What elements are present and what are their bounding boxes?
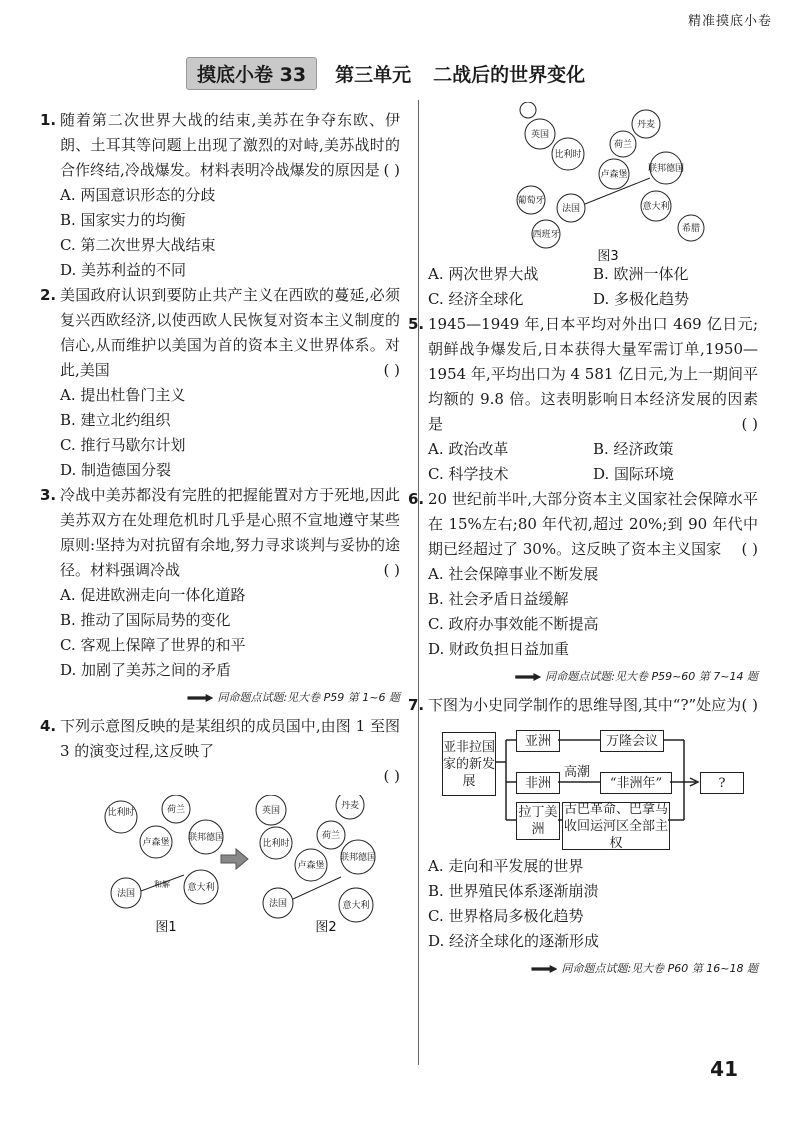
mindmap-bandung: 万隆会议 — [600, 730, 664, 752]
question-stem: 下图为小史同学制作的思维导图,其中“?”处应为 — [428, 696, 742, 714]
option-b[interactable]: B. 建立北约组织 — [60, 411, 171, 429]
label-uk: 英国 — [261, 806, 281, 816]
answer-paren[interactable]: ( ) — [741, 540, 758, 558]
page-title — [186, 58, 585, 88]
arrow-right-icon — [187, 694, 213, 702]
column-divider — [418, 100, 419, 1065]
question-1 — [40, 108, 400, 283]
question-7 — [408, 693, 758, 718]
question-2 — [40, 283, 400, 483]
option-b[interactable]: B. 社会矛盾日益缓解 — [428, 590, 569, 608]
right-column — [408, 108, 758, 985]
arrow-right-icon — [515, 673, 541, 681]
mindmap-question: ? — [700, 772, 744, 794]
answer-paren[interactable]: ( ) — [383, 561, 400, 579]
option-b[interactable]: B. 世界殖民体系逐渐崩溃 — [428, 882, 599, 900]
question-number: 7. — [408, 696, 425, 714]
label-netherlands: 荷兰 — [321, 831, 341, 841]
mindmap-africa-year: “非洲年” — [600, 772, 672, 794]
mindmap-latam: 拉丁美洲 — [516, 802, 560, 840]
arrow-right-icon — [531, 965, 557, 973]
question-number: 2. — [40, 286, 57, 304]
option-d[interactable]: D. 制造德国分裂 — [60, 461, 172, 479]
question-stem: 冷战中美苏都没有完胜的把握能置对方于死地,因此美苏双方在处理危机时几乎是心照不宣地遵守某些原则:坚持为对抗留有余地,努力寻求谈判与妥协的途径。材料强调冷战 — [60, 486, 400, 579]
label-west-germany: 联邦德国 — [187, 833, 225, 843]
question-3 — [40, 483, 400, 710]
fig3-caption: 图3 — [597, 249, 619, 262]
option-d[interactable]: D. 经济全球化的逐渐形成 — [428, 932, 600, 950]
mindmap-africa: 非洲 — [516, 772, 560, 794]
quiz-number-box: 摸底小卷 33 — [186, 57, 317, 90]
option-a[interactable]: A. 走向和平发展的世界 — [428, 857, 584, 875]
question-number: 1. — [40, 111, 57, 129]
option-b[interactable]: B. 欧洲一体化 — [593, 265, 689, 283]
link-label: 和解 — [154, 880, 170, 889]
related-questions-ref: 同命题点试题:见大卷 P59~60 第 7~14 题 — [428, 664, 758, 689]
page-number: 41 — [710, 1057, 738, 1081]
question-stem: 下列示意图反映的是某组织的成员国中,由图 1 至图 3 的演变过程,这反映了 — [60, 717, 400, 760]
option-d[interactable]: D. 财政负担日益加重 — [428, 640, 570, 658]
question-4 — [40, 714, 400, 789]
question-4-options — [428, 262, 758, 312]
unit-topic: 二战后的世界变化 — [433, 63, 586, 86]
label-italy: 意大利 — [642, 202, 670, 212]
label-france: 法国 — [268, 899, 288, 909]
question-5 — [408, 312, 758, 487]
mindmap-climax: 高潮 — [564, 765, 591, 780]
node-empty — [520, 102, 536, 118]
option-d[interactable]: D. 多极化趋势 — [593, 290, 690, 308]
option-b[interactable]: B. 经济政策 — [593, 440, 674, 458]
answer-paren[interactable]: ( ) — [383, 161, 400, 179]
series-label: 精准摸底小卷 — [687, 14, 772, 29]
option-c[interactable]: C. 推行马歇尔计划 — [60, 436, 186, 454]
option-a[interactable]: A. 提出杜鲁门主义 — [60, 386, 186, 404]
label-belgium: 比利时 — [554, 150, 582, 160]
label-italy: 意大利 — [342, 901, 370, 911]
left-column — [40, 108, 400, 935]
option-c[interactable]: C. 政府办事效能不断提高 — [428, 615, 599, 633]
label-luxembourg: 卢森堡 — [142, 838, 170, 848]
answer-paren[interactable]: ( ) — [741, 415, 758, 433]
option-d[interactable]: D. 国际环境 — [593, 465, 675, 483]
option-a[interactable]: A. 两国意识形态的分歧 — [60, 186, 216, 204]
label-uk: 英国 — [530, 130, 550, 140]
label-denmark: 丹麦 — [636, 120, 656, 130]
label-portugal: 葡萄牙 — [517, 196, 545, 206]
label-west-germany: 联邦德国 — [647, 164, 685, 174]
label-netherlands: 荷兰 — [613, 140, 633, 150]
question-stem: 随着第二次世界大战的结束,美苏在争夺东欧、伊朗、土耳其等问题上出现了激烈的对峙,美苏战时的合作终结,冷战爆发。材料表明冷战爆发的原因是 — [60, 111, 400, 179]
option-a[interactable]: A. 两次世界大战 — [428, 265, 539, 283]
label-netherlands: 荷兰 — [166, 805, 186, 815]
option-c[interactable]: C. 经济全球化 — [428, 290, 524, 308]
answer-paren[interactable]: ( ) — [383, 361, 400, 379]
label-france: 法国 — [561, 204, 581, 214]
mind-map — [428, 722, 758, 854]
answer-paren[interactable]: ( ) — [383, 767, 400, 785]
mindmap-asia: 亚洲 — [516, 730, 560, 752]
question-stem: 20 世纪前半叶,大部分资本主义国家社会保障水平在 15%左右;80 年代初,超过 20%;到 90 年代中期已经超过了 30%。这反映了资本主义国家 — [428, 490, 758, 558]
question-number: 5. — [408, 315, 425, 333]
option-d[interactable]: D. 加剧了美苏之间的矛盾 — [60, 661, 232, 679]
option-b[interactable]: B. 国家实力的均衡 — [60, 211, 186, 229]
label-france: 法国 — [116, 889, 136, 899]
related-questions-ref: 同命题点试题:见大卷 P59 第 1~6 题 — [60, 685, 400, 710]
figure-3 — [498, 102, 718, 262]
option-d[interactable]: D. 美苏利益的不同 — [60, 261, 187, 279]
mindmap-root: 亚非拉国家的新发展 — [442, 732, 496, 796]
label-luxembourg: 卢森堡 — [297, 861, 325, 871]
unit-label: 第三单元 — [335, 63, 412, 86]
question-stem: 1945—1949 年,日本平均对外出口 469 亿日元;朝鲜战争爆发后,日本获得大量军需订单,1950—1954 年,平均出口为 4 581 亿日元,为上一期间平均额的 9.8 倍。这表明影响日本经济发展的因素是 — [428, 315, 758, 433]
question-number: 3. — [40, 486, 57, 504]
related-questions-ref: 同命题点试题:见大卷 P60 第 16~18 题 — [428, 956, 758, 981]
option-a[interactable]: A. 促进欧洲走向一体化道路 — [60, 586, 246, 604]
option-c[interactable]: C. 第二次世界大战结束 — [60, 236, 216, 254]
label-west-germany: 联邦德国 — [339, 853, 377, 863]
label-denmark: 丹麦 — [340, 801, 360, 811]
label-luxembourg: 卢森堡 — [600, 170, 628, 180]
option-c[interactable]: C. 科学技术 — [428, 465, 509, 483]
option-c[interactable]: C. 世界格局多极化趋势 — [428, 907, 584, 925]
label-greece: 希腊 — [681, 224, 701, 234]
mindmap-latam-event: 古巴革命、巴拿马收回运河区全部主权 — [563, 801, 668, 851]
question-number: 4. — [40, 717, 57, 735]
option-a[interactable]: A. 社会保障事业不断发展 — [428, 565, 599, 583]
answer-paren[interactable]: ( ) — [741, 696, 758, 714]
option-c[interactable]: C. 客观上保障了世界的和平 — [60, 636, 246, 654]
question-number: 6. — [408, 490, 425, 508]
arrow-right-icon — [221, 849, 248, 869]
figures-1-2 — [96, 795, 396, 935]
label-spain: 西班牙 — [532, 230, 560, 240]
question-stem: 美国政府认识到要防止共产主义在西欧的蔓延,必须复兴西欧经济,以使西欧人民恢复对资本主义制度的信心,从而维护以美国为首的资本主义世界体系。对此,美国 — [60, 286, 400, 379]
option-b[interactable]: B. 推动了国际局势的变化 — [60, 611, 231, 629]
option-a[interactable]: A. 政治改革 — [428, 440, 509, 458]
label-italy: 意大利 — [187, 883, 215, 893]
label-belgium: 比利时 — [107, 808, 135, 818]
label-belgium: 比利时 — [262, 839, 290, 849]
question-6 — [408, 487, 758, 689]
fig2-caption: 图2 — [315, 920, 337, 935]
fig1-caption: 图1 — [155, 920, 177, 935]
